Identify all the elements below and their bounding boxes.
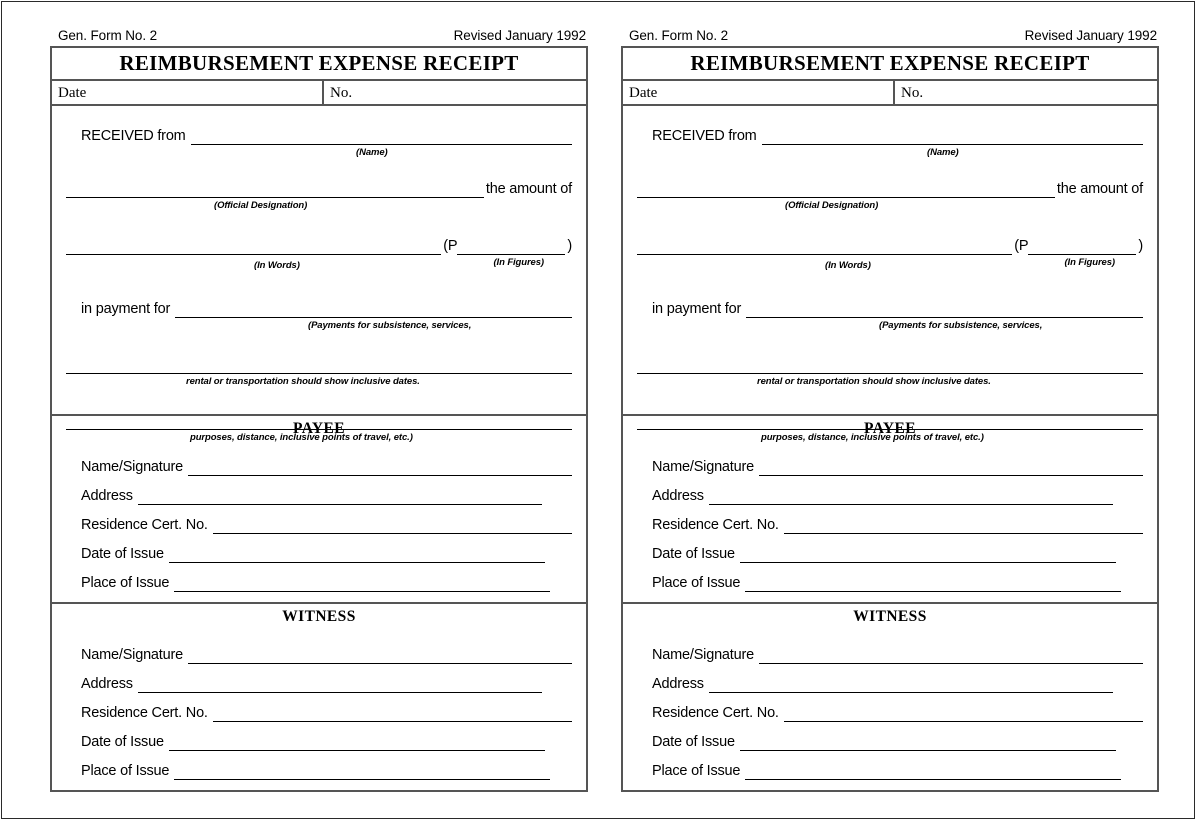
in-payment-for-label: in payment for [652, 301, 742, 317]
payee-name-signature-label: Name/Signature [652, 459, 754, 475]
spacer [66, 159, 572, 181]
witness-residence-cert-label: Residence Cert. No. [81, 705, 208, 721]
payee-date-of-issue-input-rule[interactable] [740, 548, 1116, 563]
spacer [66, 388, 572, 416]
witness-name-signature-input-rule[interactable] [188, 649, 572, 664]
caption-in-figures: (In Figures) [1064, 257, 1115, 268]
spacer [637, 388, 1143, 416]
payee-heading: PAYEE [864, 420, 916, 437]
witness-section [52, 604, 586, 790]
payee-heading: PAYEE [293, 420, 345, 437]
received-from-input-rule[interactable] [762, 131, 1143, 145]
receipt-form-box [621, 46, 1159, 792]
date-field-cell[interactable] [623, 81, 895, 104]
payee-address-label: Address [652, 488, 704, 504]
witness-place-of-issue-input-rule[interactable] [174, 765, 550, 780]
witness-date-of-issue-row [66, 722, 572, 751]
witness-date-of-issue-input-rule[interactable] [169, 736, 545, 751]
caption-payment-line3: purposes, distance, inclusive points of travel, etc.) [190, 432, 413, 443]
witness-date-of-issue-label: Date of Issue [81, 734, 164, 750]
witness-place-of-issue-row [637, 751, 1143, 780]
caption-payment-line1: (Payments for subsistence, services, [879, 320, 1043, 331]
payee-residence-cert-row [66, 505, 572, 534]
witness-place-of-issue-row [66, 751, 572, 780]
caption-payment-line3: purposes, distance, inclusive points of travel, etc.) [761, 432, 984, 443]
receipt-copies-container [2, 2, 1194, 818]
payee-section [52, 416, 586, 604]
in-payment-for-input-rule[interactable] [175, 304, 572, 318]
witness-address-input-rule[interactable] [138, 678, 542, 693]
official-designation-row [66, 181, 572, 198]
in-payment-for-input-rule[interactable] [746, 304, 1143, 318]
payee-date-of-issue-row [637, 534, 1143, 563]
payment-detail-input-rule-2[interactable] [66, 360, 572, 374]
payee-date-of-issue-label: Date of Issue [81, 546, 164, 562]
payment-detail-input-rule-3[interactable] [66, 416, 572, 430]
caption-name: (Name) [356, 147, 388, 158]
caption-in-words: (In Words) [254, 260, 300, 271]
form-number-label: Gen. Form No. 2 [629, 28, 729, 43]
page-sheet [1, 1, 1195, 819]
payment-detail-row-2 [66, 360, 572, 374]
witness-address-row [637, 664, 1143, 693]
caption-in-words: (In Words) [825, 260, 871, 271]
received-from-input-rule[interactable] [191, 131, 572, 145]
payee-name-signature-label: Name/Signature [81, 459, 183, 475]
payee-place-of-issue-input-rule[interactable] [745, 577, 1121, 592]
receipt-copy-duplicate [621, 28, 1159, 818]
payee-name-signature-row [637, 447, 1143, 476]
peso-open-paren: (P [443, 238, 458, 254]
witness-date-of-issue-input-rule[interactable] [740, 736, 1116, 751]
witness-place-of-issue-label: Place of Issue [81, 763, 170, 779]
date-number-row [623, 81, 1157, 106]
witness-address-label: Address [652, 676, 704, 692]
form-number-label: Gen. Form No. 2 [58, 28, 158, 43]
number-label: No. [330, 85, 353, 101]
payee-residence-cert-label: Residence Cert. No. [81, 517, 208, 533]
witness-residence-cert-input-rule[interactable] [784, 707, 1143, 722]
witness-name-signature-input-rule[interactable] [759, 649, 1143, 664]
witness-section [623, 604, 1157, 790]
date-field-cell[interactable] [52, 81, 324, 104]
number-field-cell[interactable] [895, 81, 1157, 104]
payee-residence-cert-row [637, 505, 1143, 534]
payee-address-row [637, 476, 1143, 505]
the-amount-of-label: the amount of [1056, 181, 1143, 197]
number-label: No. [901, 85, 924, 101]
revision-date-label: Revised January 1992 [1024, 28, 1157, 43]
received-from-label: RECEIVED from [652, 128, 757, 144]
payee-place-of-issue-label: Place of Issue [81, 575, 170, 591]
payee-place-of-issue-row [637, 563, 1143, 592]
date-number-row [52, 81, 586, 106]
spacer [637, 159, 1143, 181]
spacer [637, 273, 1143, 301]
witness-heading: WITNESS [282, 608, 356, 625]
payee-address-label: Address [81, 488, 133, 504]
witness-name-signature-label: Name/Signature [652, 647, 754, 663]
payment-detail-row-2 [637, 360, 1143, 374]
payee-name-signature-input-rule[interactable] [188, 461, 572, 476]
amount-row [637, 238, 1143, 255]
witness-address-row [66, 664, 572, 693]
amount-in-words-input-rule[interactable] [637, 241, 1012, 255]
payment-detail-input-rule-3[interactable] [637, 416, 1143, 430]
revision-date-label: Revised January 1992 [453, 28, 586, 43]
amount-in-figures-input-rule[interactable] [1028, 241, 1136, 255]
date-label: Date [629, 85, 658, 101]
payee-residence-cert-input-rule[interactable] [784, 519, 1143, 534]
witness-residence-cert-row [637, 693, 1143, 722]
received-from-label: RECEIVED from [81, 128, 186, 144]
amount-captions-row [637, 255, 1143, 273]
payee-place-of-issue-input-rule[interactable] [174, 577, 550, 592]
date-label: Date [58, 85, 87, 101]
official-designation-row [637, 181, 1143, 198]
witness-residence-cert-label: Residence Cert. No. [652, 705, 779, 721]
witness-place-of-issue-input-rule[interactable] [745, 765, 1121, 780]
the-amount-of-label: the amount of [485, 181, 572, 197]
peso-close-paren: ) [567, 238, 572, 254]
witness-date-of-issue-label: Date of Issue [652, 734, 735, 750]
witness-name-signature-label: Name/Signature [81, 647, 183, 663]
witness-address-input-rule[interactable] [709, 678, 1113, 693]
in-payment-for-row [66, 301, 572, 318]
payee-name-signature-row [66, 447, 572, 476]
form-header-line [621, 28, 1159, 46]
payee-address-row [66, 476, 572, 505]
payment-detail-row-3 [637, 416, 1143, 430]
form-title: REIMBURSEMENT EXPENSE RECEIPT [623, 48, 1157, 81]
payee-place-of-issue-row [66, 563, 572, 592]
payee-date-of-issue-input-rule[interactable] [169, 548, 545, 563]
caption-official-designation: (Official Designation) [214, 200, 308, 211]
number-field-cell[interactable] [324, 81, 586, 104]
caption-payment-line1: (Payments for subsistence, services, [308, 320, 472, 331]
payee-date-of-issue-label: Date of Issue [652, 546, 735, 562]
official-designation-input-rule[interactable] [66, 184, 484, 198]
in-payment-for-label: in payment for [81, 301, 171, 317]
spacer [66, 212, 572, 238]
caption-in-figures: (In Figures) [493, 257, 544, 268]
witness-date-of-issue-row [637, 722, 1143, 751]
form-header-line [50, 28, 588, 46]
caption-payment-line2: rental or transportation should show inclusive dates. [757, 376, 991, 387]
amount-captions-row [66, 255, 572, 273]
received-from-row [66, 128, 572, 145]
payee-residence-cert-input-rule[interactable] [213, 519, 572, 534]
spacer [66, 332, 572, 360]
payee-address-input-rule[interactable] [138, 490, 542, 505]
receipt-form-box [50, 46, 588, 792]
amount-in-figures-input-rule[interactable] [457, 241, 565, 255]
payment-detail-input-rule-2[interactable] [637, 360, 1143, 374]
witness-name-signature-row [637, 635, 1143, 664]
amount-in-words-input-rule[interactable] [66, 241, 441, 255]
payee-address-input-rule[interactable] [709, 490, 1113, 505]
amount-row [66, 238, 572, 255]
payee-date-of-issue-row [66, 534, 572, 563]
payee-place-of-issue-label: Place of Issue [652, 575, 741, 591]
witness-residence-cert-input-rule[interactable] [213, 707, 572, 722]
spacer [637, 212, 1143, 238]
payee-section [623, 416, 1157, 604]
form-title: REIMBURSEMENT EXPENSE RECEIPT [52, 48, 586, 81]
payee-residence-cert-label: Residence Cert. No. [652, 517, 779, 533]
caption-official-designation: (Official Designation) [785, 200, 879, 211]
witness-place-of-issue-label: Place of Issue [652, 763, 741, 779]
peso-open-paren: (P [1014, 238, 1029, 254]
caption-payment-line2: rental or transportation should show inclusive dates. [186, 376, 420, 387]
in-payment-for-row [637, 301, 1143, 318]
witness-residence-cert-row [66, 693, 572, 722]
caption-name: (Name) [927, 147, 959, 158]
payment-detail-row-3 [66, 416, 572, 430]
spacer [66, 273, 572, 301]
receipt-copy-original [50, 28, 588, 818]
spacer [637, 332, 1143, 360]
peso-close-paren: ) [1138, 238, 1143, 254]
witness-name-signature-row [66, 635, 572, 664]
received-from-row [637, 128, 1143, 145]
official-designation-input-rule[interactable] [637, 184, 1055, 198]
witness-heading: WITNESS [853, 608, 927, 625]
witness-address-label: Address [81, 676, 133, 692]
payee-name-signature-input-rule[interactable] [759, 461, 1143, 476]
